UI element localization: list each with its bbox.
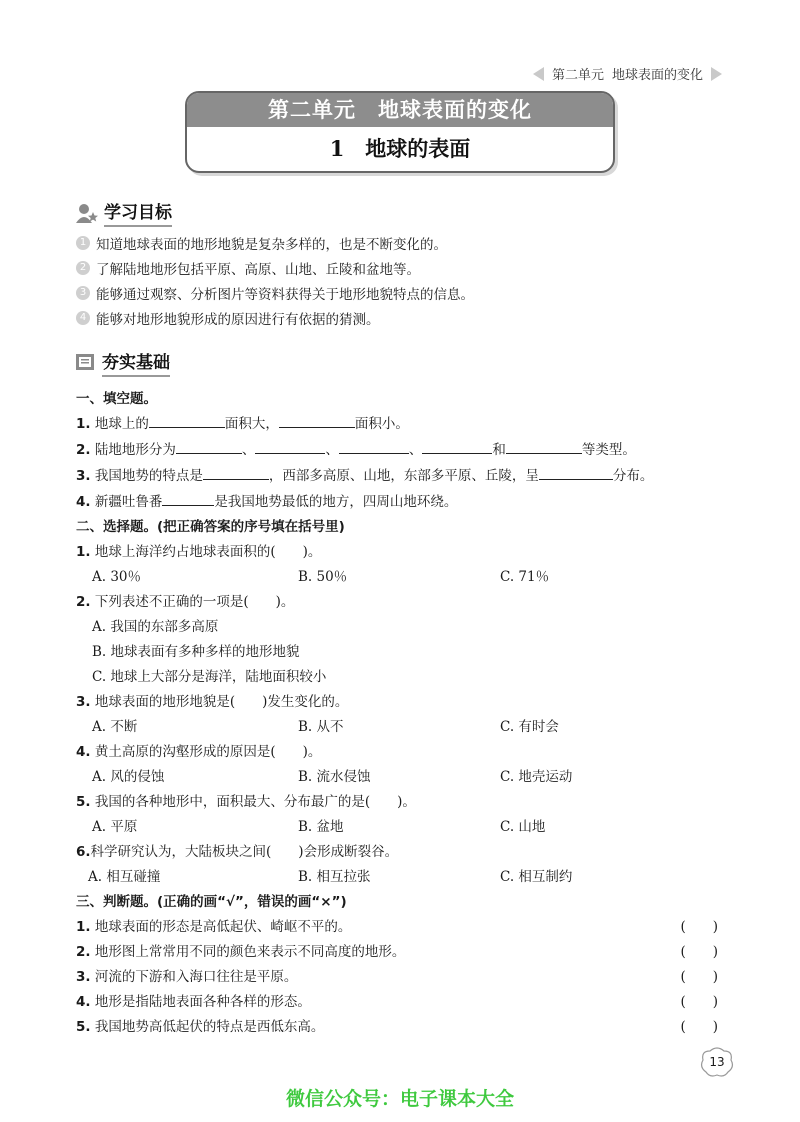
choice-option[interactable]: A. 风的侵蚀 (92, 769, 165, 785)
goals-heading: 学习目标 (76, 198, 172, 227)
answer-blank[interactable] (506, 439, 582, 454)
number-circle-icon: 2 (76, 261, 90, 275)
choice-question-5: 5. 我国的各种地形中，面积最大、分布最广的是( )。 (76, 794, 416, 810)
lesson-title: 1 地球的表面 (329, 136, 471, 161)
choice-option[interactable]: C. 有时会 (500, 719, 559, 735)
footer-watermark: 微信公众号：电子课本大全 (285, 1088, 514, 1110)
choice-option[interactable]: A. 我国的东部多高原 (92, 619, 219, 635)
page-number: 13 (709, 1055, 725, 1069)
answer-blank[interactable] (279, 413, 355, 428)
choice-option[interactable]: B. 50％ (298, 569, 348, 585)
answer-blank[interactable] (162, 491, 214, 506)
answer-blank[interactable] (203, 465, 269, 480)
choice-question-3: 3. 地球表面的地形地貌是( )发生变化的。 (76, 694, 349, 710)
answer-paren[interactable]: ( ) (680, 919, 718, 935)
title-box (185, 91, 615, 173)
fill-question-4: 4. 新疆吐鲁番 是我国地势最低的地方，四周山地环绕。 (76, 490, 457, 510)
choice-option[interactable]: C. 地壳运动 (500, 769, 573, 785)
fill-question-3: 3. 我国地势的特点是 ，西部多高原、山地，东部多平原、丘陵，呈 分布。 (76, 464, 653, 484)
header-chapter: 地球表面的变化 (611, 68, 703, 83)
answer-blank[interactable] (176, 439, 242, 454)
choice-option[interactable]: A. 不断 (92, 719, 138, 735)
choice-option[interactable]: C. 相互制约 (500, 869, 573, 885)
answer-paren[interactable]: ( ) (680, 944, 718, 960)
choice-option[interactable]: C. 山地 (500, 819, 546, 835)
answer-blank[interactable] (339, 439, 409, 454)
basics-heading: 夯实基础 (76, 348, 170, 377)
fill-question-2: 2. 陆地地形分为 、 、 、 和 等类型。 (76, 438, 636, 458)
triangle-right-icon (711, 67, 722, 81)
goal-item: 3 能够通过观察、分析图片等资料获得关于地形地貌特点的信息。 (76, 283, 474, 303)
answer-blank[interactable] (539, 465, 613, 480)
header-unit: 第二单元 (551, 68, 604, 83)
fill-title: 一、填空题。 (76, 391, 157, 407)
number-circle-icon: 3 (76, 286, 90, 300)
choice-option[interactable]: A. 平原 (92, 819, 138, 835)
choice-question-2: 2. 下列表述不正确的一项是( )。 (76, 594, 295, 610)
answer-paren[interactable]: ( ) (680, 1019, 718, 1035)
answer-paren[interactable]: ( ) (680, 994, 718, 1010)
goal-item: 2 了解陆地地形包括平原、高原、山地、丘陵和盆地等。 (76, 258, 420, 278)
answer-blank[interactable] (255, 439, 325, 454)
choice-question-4: 4. 黄土高原的沟壑形成的原因是( )。 (76, 744, 322, 760)
choice-title: 二、选择题。(把正确答案的序号填在括号里) (76, 519, 345, 535)
choice-option[interactable]: A. 30％ (92, 569, 142, 585)
choice-option[interactable]: A. 相互碰撞 (88, 869, 161, 885)
learner-icon (76, 203, 98, 223)
number-circle-icon: 4 (76, 311, 90, 325)
unit-title: 第二单元 地球表面的变化 (187, 93, 613, 127)
fill-question-1: 1. 地球上的 面积大， 面积小。 (76, 412, 409, 432)
choice-option[interactable]: C. 地球上大部分是海洋，陆地面积较小 (92, 669, 327, 685)
choice-question-1: 1. 地球上海洋约占地球表面积的( )。 (76, 544, 322, 560)
choice-option[interactable]: C. 71％ (500, 569, 550, 585)
goal-item: 1 知道地球表面的地形地貌是复杂多样的，也是不断变化的。 (76, 233, 447, 253)
answer-blank[interactable] (422, 439, 492, 454)
choice-option[interactable]: B. 流水侵蚀 (298, 769, 371, 785)
running-header (533, 64, 722, 83)
book-icon (76, 354, 96, 372)
answer-blank[interactable] (149, 413, 225, 428)
choice-question-6: 6.科学研究认为，大陆板块之间( )会形成断裂谷。 (76, 844, 399, 860)
page-number-badge (700, 1047, 734, 1077)
judge-title: 三、判断题。(正确的画“√”，错误的画“×”) (76, 894, 347, 910)
choice-option[interactable]: B. 地球表面有多种多样的地形地貌 (92, 644, 300, 660)
number-circle-icon: 1 (76, 236, 90, 250)
answer-paren[interactable]: ( ) (680, 969, 718, 985)
choice-option[interactable]: B. 相互拉张 (298, 869, 371, 885)
goal-item: 4 能够对地形地貌形成的原因进行有依据的猜测。 (76, 308, 380, 328)
choice-option[interactable]: B. 从不 (298, 719, 344, 735)
triangle-left-icon (533, 67, 544, 81)
choice-option[interactable]: B. 盆地 (298, 819, 344, 835)
